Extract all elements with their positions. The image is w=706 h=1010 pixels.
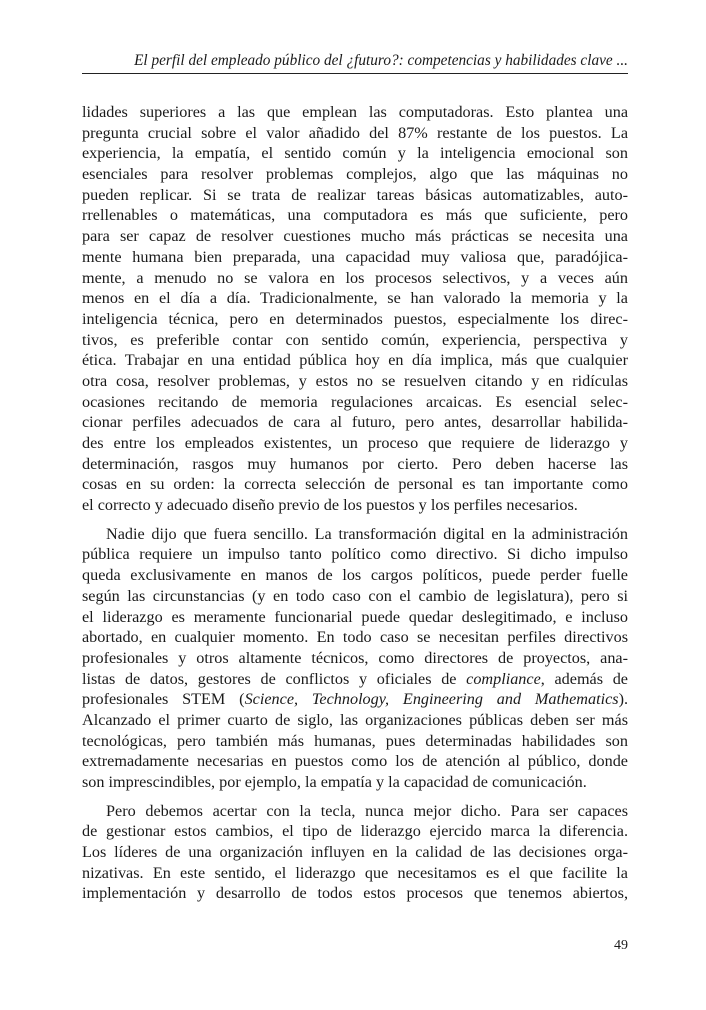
text-line: cionar perfiles adecuados de cara al futuro, pero antes, desarrollar habilida-	[82, 413, 628, 432]
text-line: Alcanzado el primer cuarto de siglo, las organizaciones públicas deben ser más	[82, 710, 628, 729]
text-line: nizativas. En este sentido, el liderazgo que necesitamos es el que facilite la	[82, 863, 628, 882]
text-line: de gestionar estos cambios, el tipo de liderazgo ejercido marca la diferencia.	[82, 822, 628, 841]
text-line: son imprescindibles, por ejemplo, la empatía y la capacidad de comunicación.	[82, 773, 587, 791]
text-line: des entre los empleados existentes, un proceso que requiere de liderazgo y	[82, 434, 628, 452]
text-line: queda exclusivamente en manos de los cargos políticos, puede perder fuelle	[82, 566, 628, 585]
text-line: experiencia, la empatía, el sentido común y la inteligencia emocional son	[82, 144, 628, 163]
text-line: según las circunstancias (y en todo caso con el cambio de legislatura), pero si	[82, 586, 628, 605]
text-line: profesionales STEM (Science, Technology, Engineering and Mathematics).	[82, 690, 628, 709]
paragraph	[82, 524, 628, 793]
text-line: ética. Trabajar en una entidad pública hoy en día implica, más que cualquier	[82, 351, 628, 370]
text-line: profesionales y otros altamente técnicos, como directores de proyectos, ana-	[82, 648, 628, 667]
text-line: mente, a menudo no se valora en los procesos selectivos, y a veces aún	[82, 268, 628, 287]
paragraph-gap	[82, 516, 628, 524]
text-line: pueden replicar. Si se trata de realizar tareas básicas automatizables, auto-	[82, 185, 628, 204]
text-line: ocasiones recitando de memoria regulaciones arcaicas. Es esencial selec-	[82, 392, 628, 411]
header-rule	[82, 73, 628, 74]
text-line: tecnológicas, pero también más humanas, pues determinadas habilidades son	[82, 731, 628, 750]
text-line: otra cosa, resolver problemas, y estos no se resuelven citando y en ridículas	[82, 371, 628, 390]
text-line: determinación, rasgos muy humanos por cierto. Pero deben hacerse las	[82, 454, 628, 473]
text-line: para ser capaz de resolver cuestiones mucho más prácticas se necesita una	[82, 227, 628, 246]
text-line: pública requiere un impulso tanto político como directivo. Si dicho impulso	[82, 545, 628, 564]
text-line: lidades superiores a las que emplean las computadoras. Esto plantea una	[82, 103, 628, 121]
paragraph	[82, 801, 628, 904]
text-line: Nadie dijo que fuera sencillo. La transformación digital en la administración	[106, 524, 628, 543]
text-line: abortado, en cualquier momento. En todo caso se necesitan perfiles directivos	[82, 628, 628, 647]
text-line: mente humana bien preparada, una capacidad muy valiosa que, paradójica-	[82, 247, 628, 266]
page-number: 49	[614, 938, 628, 953]
text-line: el liderazgo es meramente funcionarial puede quedar deslegitimado, e incluso	[82, 607, 628, 626]
text-line: esenciales para resolver problemas complejos, algo que las máquinas no	[82, 165, 628, 184]
text-line: rrellenables o matemáticas, una computadora es más que suficiente, pero	[82, 206, 628, 225]
paragraph	[82, 102, 628, 516]
text-line: Los líderes de una organización influyen en la calidad de las decisiones orga-	[82, 843, 628, 862]
text-line: tivos, es preferible contar con sentido común, experiencia, perspectiva y	[82, 330, 628, 349]
text-line: extremadamente necesarias en puestos como los de atención al público, donde	[82, 752, 628, 771]
text-line: listas de datos, gestores de conflictos y oficiales de compliance, además de	[82, 669, 628, 688]
body-text	[82, 102, 628, 904]
text-line: menos en el día a día. Tradicionalmente, se han valorado la memoria y la	[82, 289, 628, 308]
text-line: implementación y desarrollo de todos estos procesos que tenemos abiertos,	[82, 884, 628, 903]
text-line: cosas en su orden: la correcta selección de personal es tan importante como	[82, 475, 628, 494]
text-line: Pero debemos acertar con la tecla, nunca mejor dicho. Para ser capaces	[106, 801, 628, 820]
running-header: El perfil del empleado público del ¿futuro?: competencias y habilidades clave ...	[134, 52, 628, 69]
paragraph-gap	[82, 793, 628, 801]
text-line: pregunta crucial sobre el valor añadido del 87% restante de los puestos. La	[82, 123, 628, 142]
text-line: inteligencia técnica, pero en determinados puestos, especialmente los direc-	[82, 309, 628, 328]
text-line: el correcto y adecuado diseño previo de los puestos y los perfiles necesarios.	[82, 496, 578, 515]
